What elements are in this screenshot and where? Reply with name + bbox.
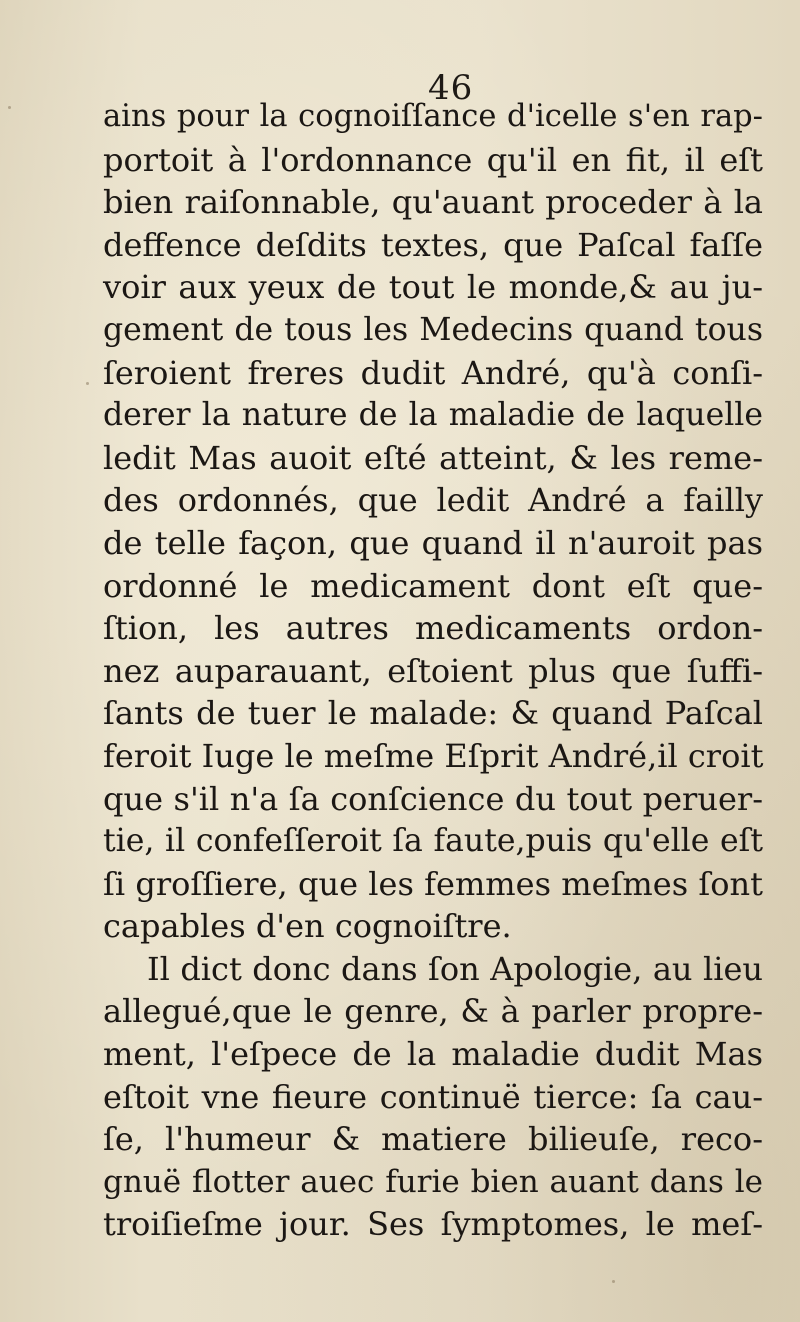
- text-line: gnuë flotter auec furie bien auant dans le: [103, 1163, 763, 1200]
- text-line: ment, l'eſpece de la maladie dudit Mas: [103, 1035, 763, 1074]
- text-line: ordonné le medicament dont eſt que-: [103, 566, 763, 605]
- body-text: [103, 96, 763, 1246]
- text-line: nez auparauant, eſtoient plus que ſuffi-: [103, 651, 763, 690]
- text-line: voir aux yeux de tout le monde,& au ju-: [103, 268, 763, 307]
- text-line: allegué,que le genre, & à parler propre-: [103, 992, 763, 1031]
- paragraph-end-line: capables d'en cognoiſtre.: [103, 907, 512, 946]
- text-line: ſtion, les autres medicaments ordon-: [103, 609, 763, 648]
- text-line: bien raiſonnable, qu'auant proceder à la: [103, 183, 763, 222]
- text-line: eſtoit vne fieure continuë tierce: ſa cau-: [103, 1077, 763, 1116]
- paper-speck: [86, 382, 89, 385]
- paper-speck: [612, 1280, 615, 1283]
- text-line: ains pour la cognoiſſance d'icelle s'en rap-: [103, 99, 763, 134]
- paragraph-start-line: Il dict donc dans ſon Apologie, au lieu: [147, 949, 763, 988]
- text-line: ſi groſſiere, que les femmes meſmes ſont: [103, 864, 763, 903]
- text-line: feroit Iuge le meſme Eſprit André,il croit: [103, 736, 764, 775]
- text-line: gement de tous les Medecins quand tous: [103, 311, 763, 348]
- text-line: ſants de tuer le malade: & quand Paſcal: [103, 694, 763, 733]
- paper-speck: [8, 106, 11, 109]
- text-line: de telle façon, que quand il n'auroit pas: [103, 523, 763, 562]
- text-line: deffence deſdits textes, que Paſcal faſſe: [103, 225, 763, 264]
- text-line: troiſieſme jour. Ses ſymptomes, le meſ-: [103, 1205, 763, 1244]
- text-line: portoit à l'ordonnance qu'il en fit, il eſt: [103, 140, 763, 179]
- text-line: ledit Mas auoit eſté atteint, & les reme-: [103, 438, 763, 477]
- page-number: 46: [428, 68, 474, 108]
- text-line: tie, il confeſſeroit ſa faute,puis qu'elle eſt: [103, 823, 763, 860]
- text-line: derer la nature de la maladie de laquelle: [103, 397, 763, 434]
- text-line: des ordonnés, que ledit André a failly: [103, 481, 763, 520]
- text-line: que s'il n'a ſa conſcience du tout peruer-: [103, 779, 763, 818]
- text-line: ſe, l'humeur & matiere bilieuſe, reco-: [103, 1120, 763, 1159]
- text-line: ſeroient freres dudit André, qu'à conſi-: [103, 353, 763, 392]
